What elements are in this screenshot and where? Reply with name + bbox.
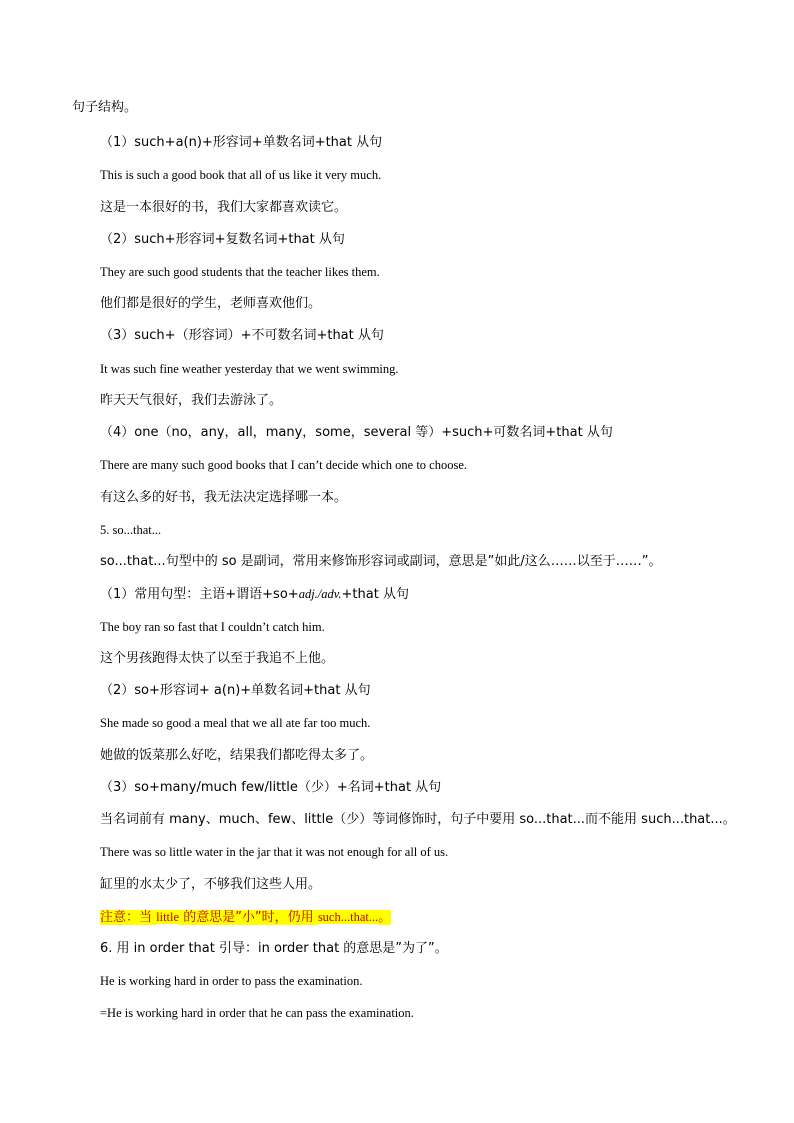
example-cn-4: 有这么多的好书，我无法决定选择哪一本。 <box>100 490 348 505</box>
section-heading-5: 5. so...that... <box>100 523 162 537</box>
example-en-5: The boy ran so fast that I couldn’t catch him. <box>100 620 325 634</box>
example-en-9: =He is working hard in order that he can pass the examination. <box>100 1006 414 1020</box>
example-cn-3: 昨天天气很好，我们去游泳了。 <box>100 393 283 408</box>
example-cn-6: 她做的饭菜那么好吃，结果我们都吃得太多了。 <box>100 748 374 763</box>
paragraph-intro: 句子结构。 <box>72 100 138 115</box>
pattern-heading-5-1-text: （1）常用句型：主语+谓语+so+ <box>100 587 299 602</box>
pattern-heading-5-1-tail: +that 从句 <box>341 587 409 602</box>
example-cn-1: 这是一本很好的书，我们大家都喜欢读它。 <box>100 200 348 215</box>
pattern-heading-5-1-italic: adj./adv. <box>298 587 342 601</box>
note-end: 。 <box>378 910 392 925</box>
example-en-2: They are such good students that the teacher likes them. <box>100 265 380 279</box>
example-cn-5: 这个男孩跑得太快了以至于我追不上他。 <box>100 651 335 666</box>
example-cn-7: 缸里的水太少了，不够我们这些人用。 <box>100 877 322 892</box>
note-middle: 的意思是”小”时，仍用 <box>179 910 318 925</box>
note-word-little: little <box>156 910 180 924</box>
pattern-heading-2: （2）such+形容词+复数名词+that 从句 <box>100 232 345 247</box>
note-such-that: such...that... <box>317 910 379 924</box>
section-5-explanation: so...that...句型中的 so 是副词，常用来修饰形容词或副词，意思是”如此/这么……以至于……”。 <box>100 554 662 569</box>
note-highlighted <box>100 907 391 928</box>
section-5-3-explanation: 当名词前有 many、much、few、little（少）等词修饰时，句子中要用 so...that...而不能用 such...that...。 <box>100 812 736 827</box>
example-cn-2: 他们都是很好的学生，老师喜欢他们。 <box>100 296 322 311</box>
pattern-heading-3: （3）such+（形容词）+不可数名词+that 从句 <box>100 328 384 343</box>
pattern-heading-4: （4）one（no，any，all，many，some，several 等）+such+可数名词+that 从句 <box>100 425 613 440</box>
note-prefix: 注意：当 <box>100 910 157 925</box>
section-heading-6: 6. 用 in order that 引导：in order that 的意思是”为了”。 <box>100 941 448 956</box>
pattern-heading-5-2: （2）so+形容词+ a(n)+单数名词+that 从句 <box>100 683 371 698</box>
example-en-1: This is such a good book that all of us like it very much. <box>100 168 382 182</box>
example-en-3: It was such fine weather yesterday that we went swimming. <box>100 362 399 376</box>
example-en-6: She made so good a meal that we all ate far too much. <box>100 716 371 730</box>
example-en-8: He is working hard in order to pass the examination. <box>100 974 363 988</box>
example-en-4: There are many such good books that I can’t decide which one to choose. <box>100 458 468 472</box>
pattern-heading-5-3: （3）so+many/much few/little（少）+名词+that 从句 <box>100 780 442 795</box>
example-en-7: There was so little water in the jar that it was not enough for all of us. <box>100 845 449 859</box>
pattern-heading-5-1 <box>100 584 409 605</box>
pattern-heading-1: （1）such+a(n)+形容词+单数名词+that 从句 <box>100 135 383 150</box>
